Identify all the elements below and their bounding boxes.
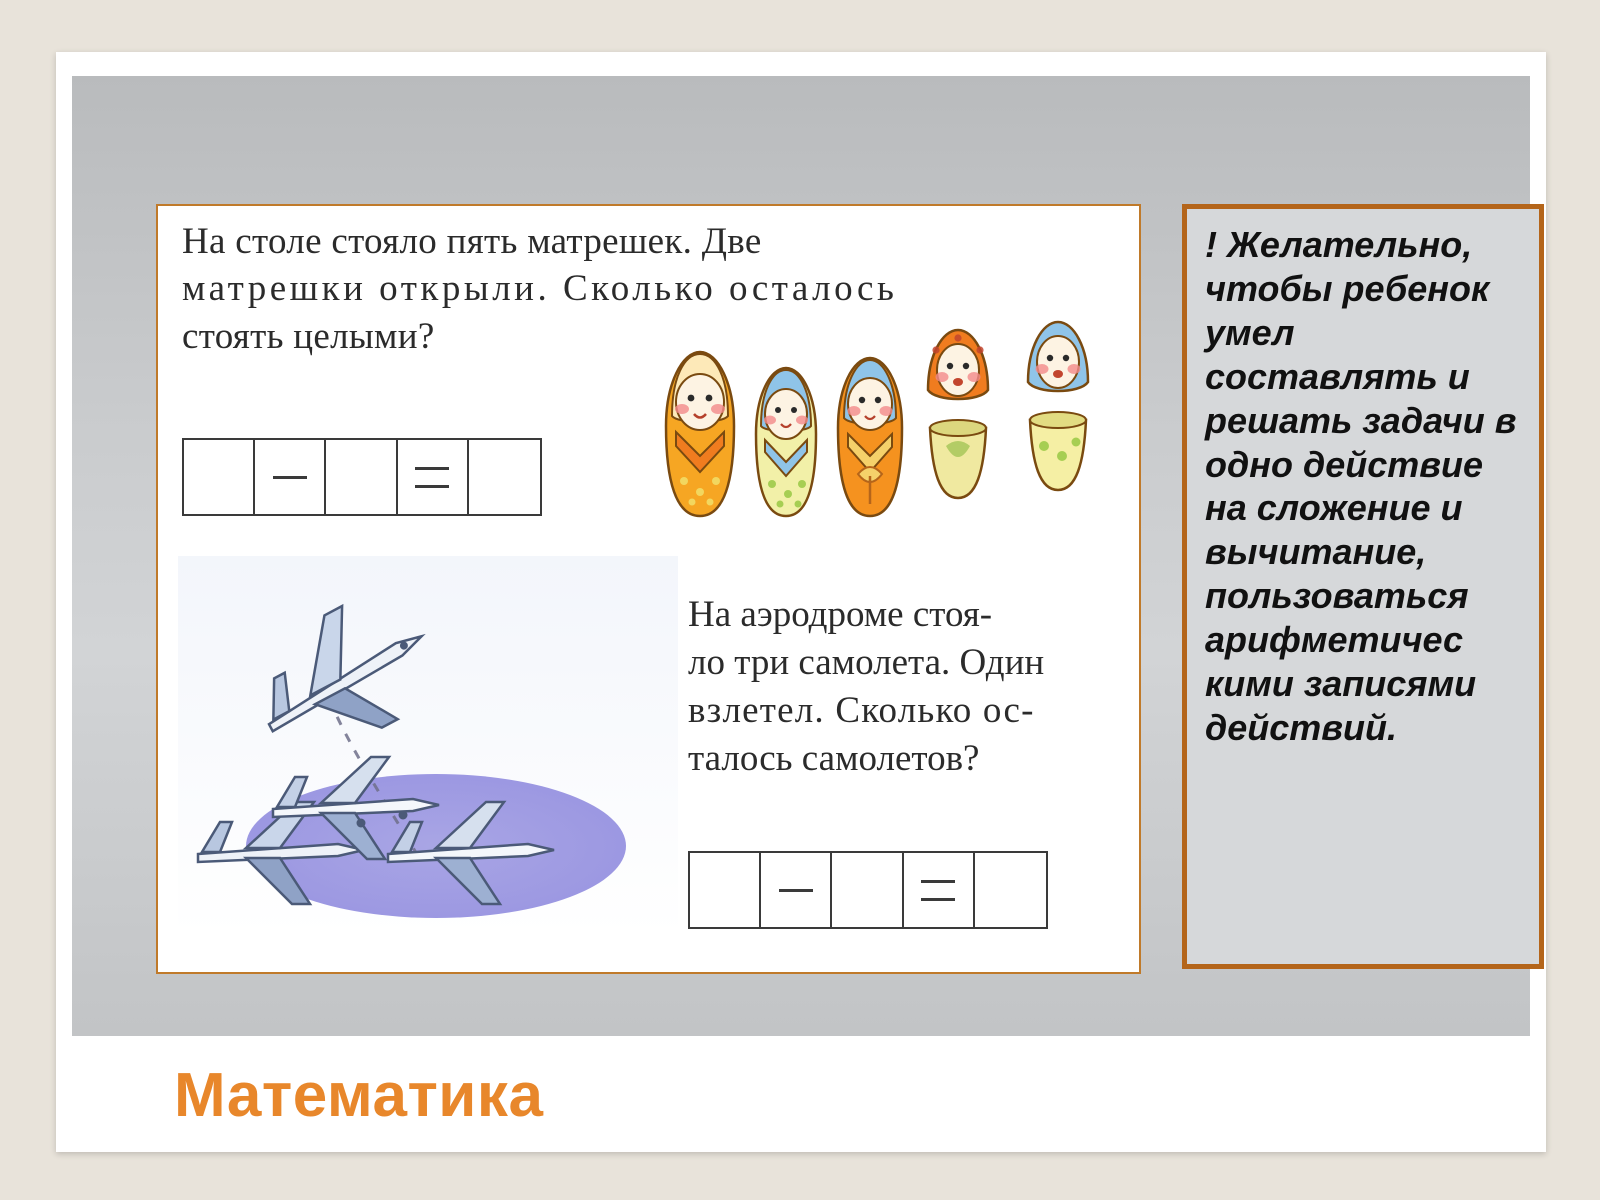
doll-4-open (928, 330, 988, 498)
exercise-card (156, 204, 1141, 974)
page-title: Математика (174, 1061, 544, 1130)
exercise-2-line-2: ло три самолета. Один (688, 642, 1045, 684)
equation-2-cell-3[interactable] (975, 853, 1046, 927)
content-panel (72, 76, 1530, 1036)
equation-row-2[interactable] (688, 851, 1048, 929)
note-text: ! Желательно, чтобы ребенок умел составлять и решать задачи в одно действие на сложение и вычитание, пользоваться арифметичес кими записями действий. (1205, 224, 1517, 748)
exercise-1-line-1: На столе стояло пять матрешек. Две (182, 221, 762, 262)
matryoshka-dolls-illustration (628, 306, 1148, 566)
exercise-2-line-4: талось самолетов? (688, 738, 980, 780)
equation-1-cell-3[interactable] (469, 440, 540, 514)
equation-row-1[interactable] (182, 438, 542, 516)
equation-1-cell-2[interactable] (326, 440, 397, 514)
exercise-2-line-3: взлетел. Сколько ос- (688, 690, 1035, 732)
doll-1 (666, 352, 734, 516)
note-box (1182, 204, 1544, 969)
exercise-1-line-3: стоять целыми? (182, 315, 435, 357)
equation-1-cell-1[interactable] (184, 440, 255, 514)
doll-5-open (1028, 322, 1088, 490)
equation-2-cell-1[interactable] (690, 853, 761, 927)
exercise-1-line-2: матрешки открыли. Сколько осталось (182, 268, 898, 310)
exercise-2-text (688, 591, 1118, 783)
exercise-2-line-1: На аэродроме стоя- (688, 594, 993, 635)
doll-2 (756, 368, 816, 516)
doll-3 (838, 358, 902, 516)
equation-2-cell-2[interactable] (832, 853, 903, 927)
equation-1-operator-equals (398, 440, 469, 514)
equation-2-operator-equals (904, 853, 975, 927)
slide (56, 52, 1546, 1152)
airplanes-illustration (178, 556, 678, 936)
equation-2-operator-minus (761, 853, 832, 927)
equation-1-operator-minus (255, 440, 326, 514)
